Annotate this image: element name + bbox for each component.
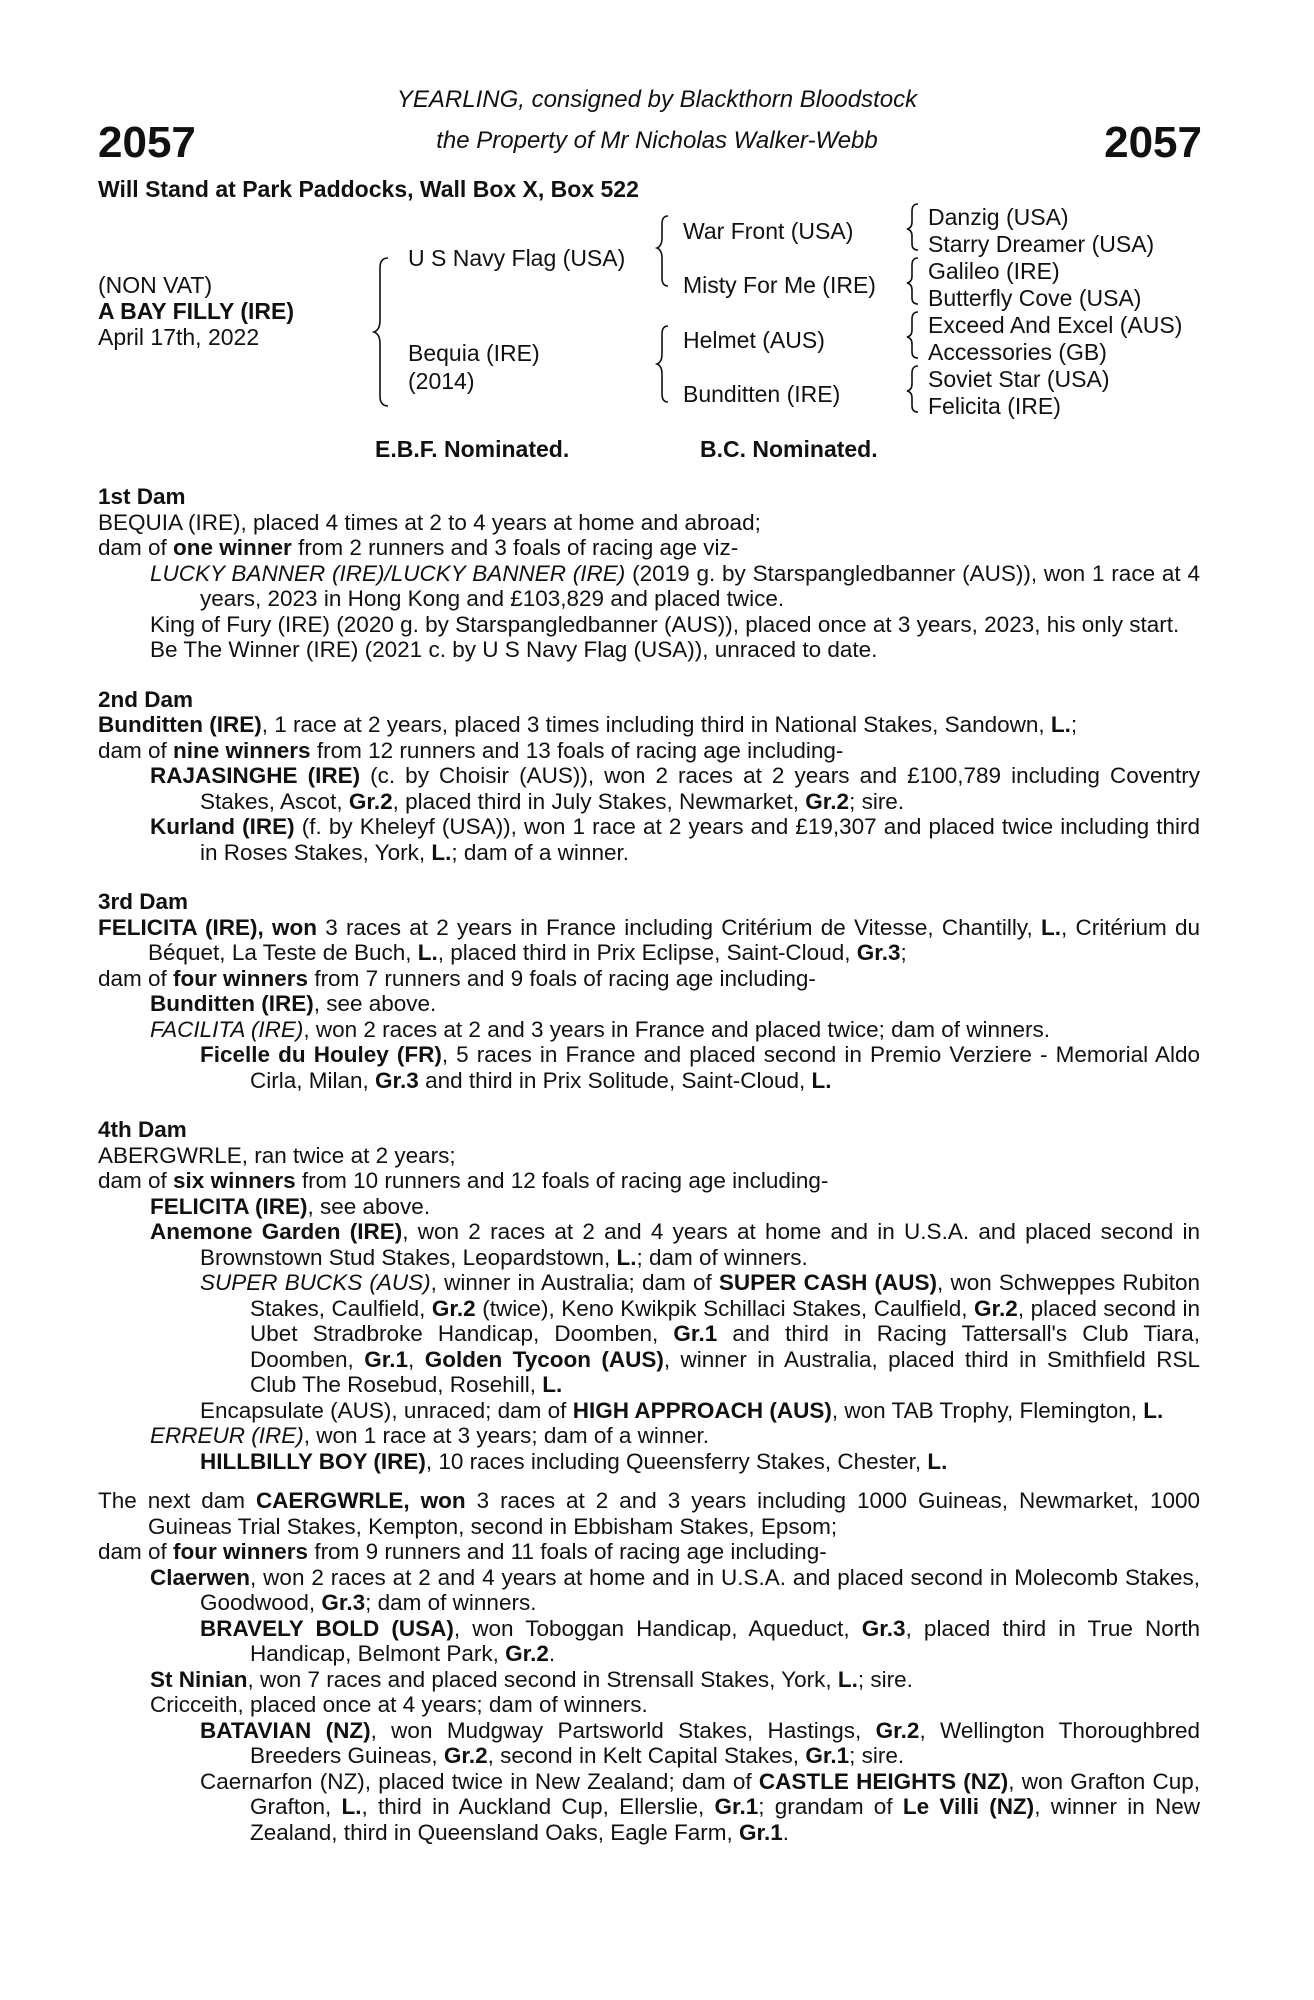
grand-produce-entry: Caernarfon (NZ), placed twice in New Zealand; dam of CASTLE HEIGHTS (NZ), won Grafton Cup, Grafton, L., third in Auckland Cup, Ellerslie, Gr.1; grandam of Le Villi (NZ), winner in New Zealand, third in Queensland Oaks, Eagle Farm, Gr.1. — [200, 1768, 1200, 1845]
produce-entry: Claerwen, won 2 races at 2 and 4 years at home and in U.S.A. and placed second in Molecomb Stakes, Goodwood, Gr.3; dam of winners. — [150, 1564, 1200, 1615]
first-dam-line: BEQUIA (IRE), placed 4 times at 2 to 4 years at home and abroad; — [98, 509, 761, 535]
produce-entry: FACILITA (IRE), won 2 races at 2 and 3 years in France and placed twice; dam of winners. — [150, 1016, 1050, 1042]
produce-entry: Cricceith, placed once at 4 years; dam of winners. — [150, 1692, 648, 1717]
next-dam-line: The next dam CAERGWRLE, won 3 races at 2 and 3 years including 1000 Guineas, Newmarket, 1000 Guineas Trial Stakes, Kempton, second in Ebbisham Stakes, Epsom; — [98, 1488, 1201, 1539]
fourth-dam-line: ABERGWRLE, ran twice at 2 years; — [98, 1142, 456, 1168]
produce-entry: Kurland (IRE) (f. by Kheleyf (USA)), won 1 race at 2 years and £19,307 and placed twice including third in Roses Stakes, York, L.; dam of a winner. — [150, 814, 1200, 865]
ped-ssd: Starry Dreamer (USA) — [928, 231, 1155, 257]
grand-produce-entry: BATAVIAN (NZ), won Mudgway Partsworld Stakes, Hastings, Gr.2, Wellington Thoroughbred Breeders Guineas, Gr.2, second in Kelt Capital Stakes, Gr.1; sire. — [200, 1717, 1200, 1768]
produce-entry: RAJASINGHE (IRE) (c. by Choisir (AUS)), won 2 races at 2 years and £100,789 including Coventry Stakes, Ascot, Gr.2, placed third in July Stakes, Newmarket, Gr.2; sire. — [150, 763, 1200, 814]
ped-dsd: Accessories (GB) — [928, 339, 1107, 365]
produce-entry: Be The Winner (IRE) (2021 c. by U S Navy Flag (USA)), unraced to date. — [150, 637, 878, 662]
produce-entry: ERREUR (IRE), won 1 race at 3 years; dam of a winner. — [150, 1423, 709, 1448]
first-dam-heading: 1st Dam — [98, 484, 186, 509]
produce-entry: St Ninian, won 7 races and placed second in Strensall Stakes, York, L.; sire. — [150, 1666, 913, 1692]
ebf-nominated: E.B.F. Nominated. — [375, 436, 570, 462]
consignor-line: YEARLING, consigned by Blackthorn Bloodstock — [396, 86, 918, 113]
second-dam-produce-line: dam of nine winners from 12 runners and 13 foals of racing age including- — [98, 737, 844, 763]
dam-year: (2014) — [408, 368, 475, 394]
vat-status: (NON VAT) — [98, 272, 213, 298]
produce-entry: Bunditten (IRE), see above. — [150, 991, 437, 1016]
ped-dds: Soviet Star (USA) — [928, 366, 1110, 392]
ped-sss: Danzig (USA) — [928, 204, 1069, 230]
grand-produce-entry: Encapsulate (AUS), unraced; dam of HIGH APPROACH (AUS), won TAB Trophy, Flemington, L. — [200, 1397, 1164, 1423]
dam-sire: Helmet (AUS) — [683, 327, 825, 353]
third-dam-line: FELICITA (IRE), won 3 races at 2 years in France including Critérium de Vitesse, Chantilly, L., Critérium du Béquet, La Teste de Buch, L., placed third in Prix Eclipse, Saint-Cloud, Gr.3; — [98, 914, 1200, 965]
horse-dob: April 17th, 2022 — [98, 324, 260, 350]
lot-number-left: 2057 — [98, 118, 196, 167]
fourth-dam-heading: 4th Dam — [98, 1117, 187, 1142]
grand-produce-entry: SUPER BUCKS (AUS), winner in Australia; dam of SUPER CASH (AUS), won Schweppes Rubiton Stakes, Caulfield, Gr.2 (twice), Keno Kwikpik Schillaci Stakes, Caulfield, Gr.2, placed second in Ubet Stradbroke Handicap, Doomben, Gr.1 and third in Racing Tattersall's Club Tiara, Doomben, Gr.1, Golden Tycoon (AUS), winner in Australia, placed third in Smithfield RSL Club The Rosebud, Rosehill, L. — [200, 1270, 1201, 1397]
bc-nominated: B.C. Nominated. — [700, 436, 878, 462]
fourth-dam-produce-line: dam of six winners from 10 runners and 12 foals of racing age including- — [98, 1168, 829, 1193]
second-dam-line: Bunditten (IRE), 1 race at 2 years, placed 3 times including third in National Stakes, Sandown, L.; — [98, 712, 1078, 737]
produce-entry: FELICITA (IRE), see above. — [150, 1193, 431, 1219]
third-dam-heading: 3rd Dam — [98, 889, 189, 914]
first-dam-produce-line: dam of one winner from 2 runners and 3 foals of racing age viz- — [98, 535, 739, 560]
grand-produce-entry: Ficelle du Houley (FR), 5 races in France and placed second in Premio Verziere - Memorial Aldo Cirla, Milan, Gr.3 and third in Prix Solitude, Saint-Cloud, L. — [200, 1042, 1200, 1093]
horse-name: A BAY FILLY (IRE) — [98, 298, 294, 324]
dam-dam: Bunditten (IRE) — [683, 381, 841, 407]
grand-produce-entry: HILLBILLY BOY (IRE), 10 races including Queensferry Stakes, Chester, L. — [200, 1448, 948, 1474]
sire-sire: War Front (USA) — [683, 218, 854, 244]
produce-entry: LUCKY BANNER (IRE)/LUCKY BANNER (IRE) (2019 g. by Starspangledbanner (AUS)), won 1 race at 4 years, 2023 in Hong Kong and £103,829 and placed twice. — [150, 560, 1200, 611]
ped-ddd: Felicita (IRE) — [928, 393, 1061, 419]
ped-sdd: Butterfly Cove (USA) — [928, 285, 1142, 311]
family-body — [98, 484, 1200, 1845]
second-dam-heading: 2nd Dam — [98, 686, 194, 712]
next-dam-produce-line: dam of four winners from 9 runners and 11 foals of racing age including- — [98, 1539, 827, 1564]
sire: U S Navy Flag (USA) — [408, 245, 626, 271]
produce-entry: Anemone Garden (IRE), won 2 races at 2 and 4 years at home and in U.S.A. and placed second in Brownstown Stud Stakes, Leopardstown, L.; dam of winners. — [150, 1219, 1200, 1270]
pedigree-braces — [0, 0, 1314, 440]
ped-dss: Exceed And Excel (AUS) — [928, 312, 1183, 338]
lot-number-right: 2057 — [1104, 118, 1202, 167]
sire-dam: Misty For Me (IRE) — [683, 272, 876, 298]
grand-produce-entry: BRAVELY BOLD (USA), won Toboggan Handicap, Aqueduct, Gr.3, placed third in True North Handicap, Belmont Park, Gr.2. — [200, 1615, 1201, 1666]
produce-entry: King of Fury (IRE) (2020 g. by Starspangledbanner (AUS)), placed once at 3 years, 2023, his only start. — [150, 611, 1180, 637]
stand-location: Will Stand at Park Paddocks, Wall Box X, Box 522 — [98, 176, 639, 202]
third-dam-produce-line: dam of four winners from 7 runners and 9 foals of racing age including- — [98, 965, 816, 991]
property-line: the Property of Mr Nicholas Walker-Webb — [436, 127, 878, 154]
dam: Bequia (IRE) — [408, 340, 540, 366]
ped-sds: Galileo (IRE) — [928, 258, 1060, 284]
